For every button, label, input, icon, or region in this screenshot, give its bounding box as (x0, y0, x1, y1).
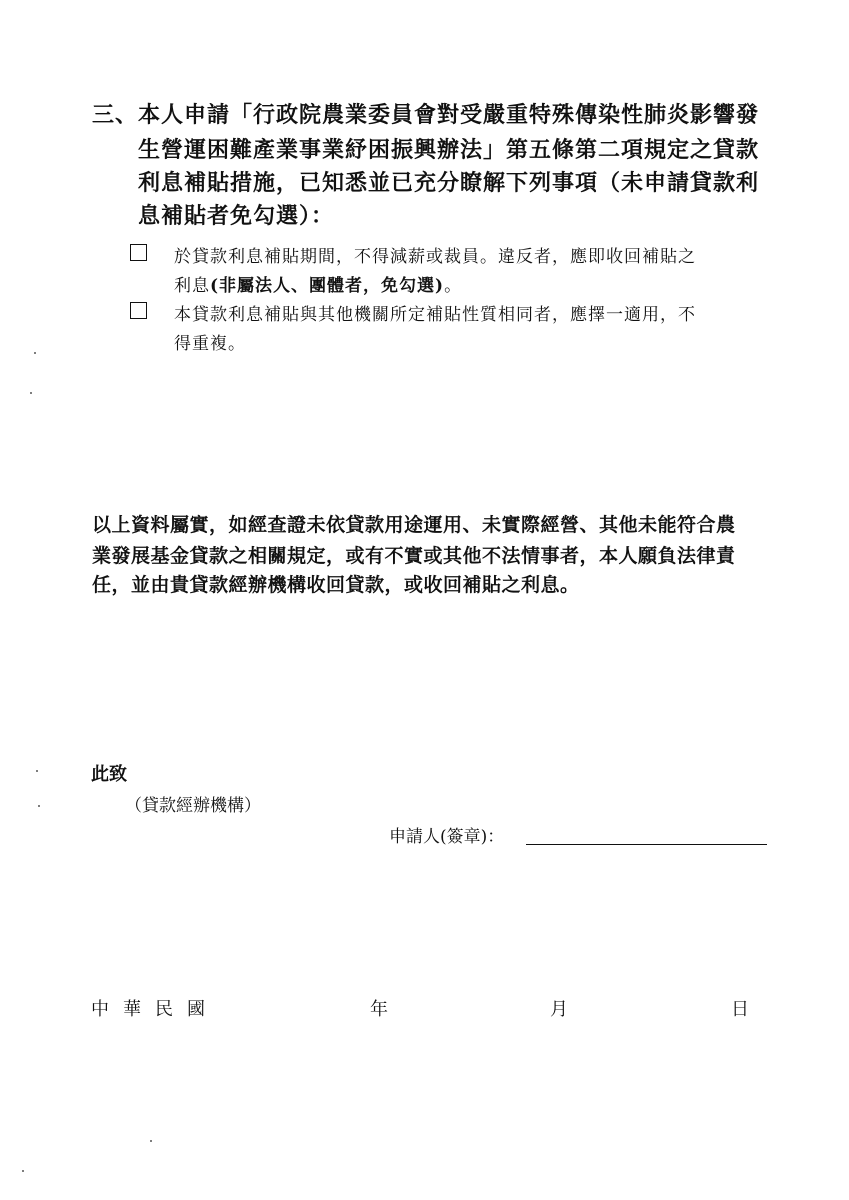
scan-speck (30, 392, 32, 394)
declaration-line: 任，並由貴貸款經辦機構收回貸款，或收回補貼之利息。 (92, 574, 580, 596)
checkbox[interactable] (130, 244, 147, 261)
scan-speck (22, 1170, 24, 1172)
item-note: (非屬法人、團體者，免勾選) (210, 276, 445, 296)
section-text-line: 本人申請「行政院農業委員會對受嚴重特殊傳染性肺炎影響發 (138, 102, 760, 128)
date-day-label: 日 (731, 999, 749, 1020)
checkbox[interactable] (130, 302, 147, 319)
scan-speck (36, 770, 38, 772)
item-text: 利息 (174, 276, 210, 296)
applicant-signature-label: 申請人(簽章)： (389, 827, 505, 847)
item-text-line: 於貸款利息補貼期間，不得減薪或裁員。違反者，應即收回補貼之 (174, 247, 696, 267)
section-text-line: 息補貼者免勾選）： (138, 203, 335, 229)
salutation: 此致 (91, 764, 127, 785)
scan-speck (150, 1140, 152, 1142)
recipient-institution: （貸款經辦機構） (125, 796, 261, 816)
signature-line[interactable] (526, 844, 767, 845)
section-text-line: 生營運困難產業事業紓困振興辦法」第五條第二項規定之貸款 (138, 137, 760, 163)
item-text-line: 得重複。 (174, 334, 246, 354)
section-text-line: 利息補貼措施，已知悉並已充分瞭解下列事項（未申請貸款利 (138, 170, 760, 196)
date-year-label: 年 (370, 999, 388, 1020)
date-era: 中華民國 (91, 999, 219, 1020)
date-month-label: 月 (550, 999, 568, 1020)
item-text: 。 (444, 276, 463, 296)
item-text-line: 本貸款利息補貼與其他機關所定補貼性質相同者，應擇一適用，不 (174, 305, 696, 325)
declaration-line: 以上資料屬實，如經查證未依貸款用途運用、未實際經營、其他未能符合農 (92, 514, 736, 536)
scan-speck (38, 805, 40, 807)
section-number: 三、 (92, 102, 139, 128)
declaration-line: 業發展基金貸款之相關規定，或有不實或其他不法情事者，本人願負法律責 (92, 545, 736, 567)
item-text-line (174, 271, 462, 296)
scan-speck (34, 352, 36, 354)
